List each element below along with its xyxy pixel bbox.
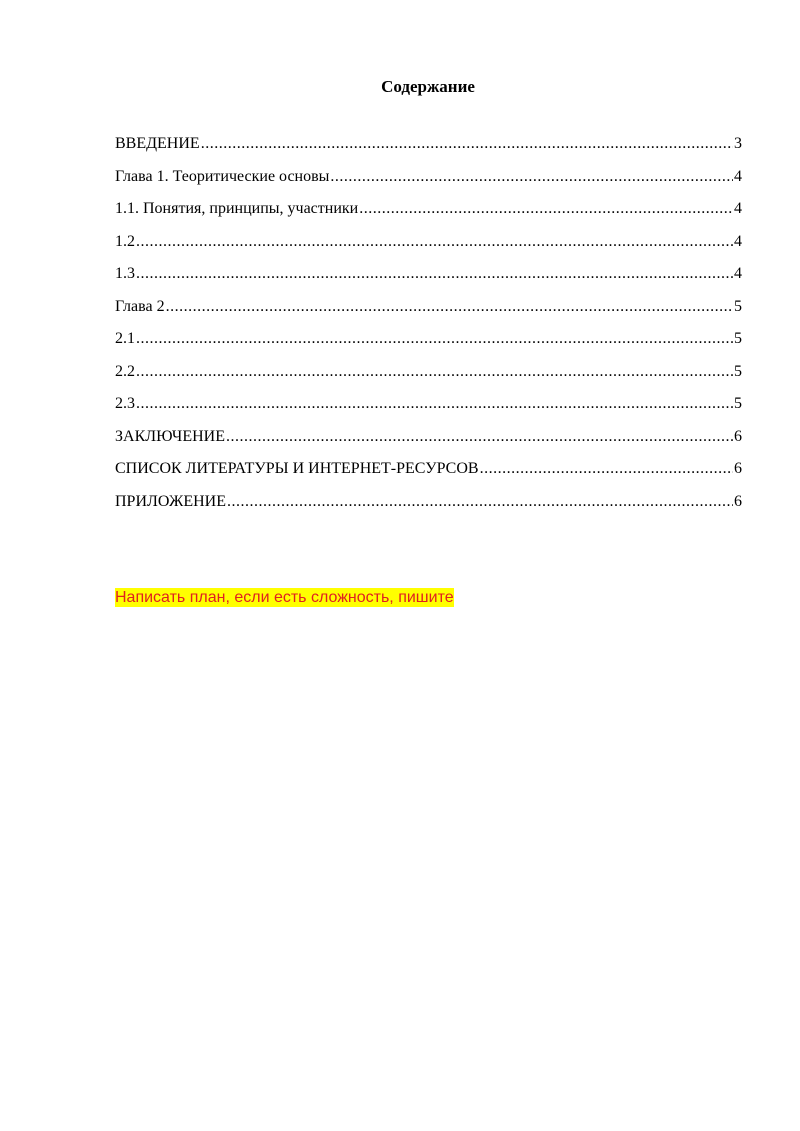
toc-entry-label: 1.2 — [115, 232, 135, 250]
toc-entry-label: ВВЕДЕНИЕ — [115, 135, 200, 152]
toc-dot-leader — [227, 492, 733, 512]
toc-dot-leader — [136, 264, 733, 284]
toc-entry-chapter-2[interactable] — [115, 297, 742, 330]
toc-entry-label: 2.3 — [115, 395, 135, 412]
toc-entry-bibliography[interactable] — [115, 459, 742, 492]
toc-entry-page: 5 — [734, 395, 742, 412]
toc-entry-section-1-1[interactable] — [115, 199, 742, 232]
toc-entry-label: 2.1 — [115, 330, 135, 347]
toc-entry-label: 2.2 — [115, 362, 135, 380]
toc-dot-leader — [201, 134, 733, 154]
toc-entry-page: 4 — [734, 167, 742, 185]
toc-entry-section-2-1[interactable] — [115, 329, 742, 362]
toc-entry-page: 3 — [734, 135, 742, 152]
toc-dot-leader — [166, 297, 733, 317]
toc-dot-leader — [136, 329, 733, 349]
toc-entry-page: 4 — [734, 200, 742, 217]
toc-entry-label: ПРИЛОЖЕНИЕ — [115, 492, 227, 510]
toc-entry-page: 5 — [734, 362, 742, 380]
note-text: Написать план, если есть сложность, пишите — [115, 589, 454, 606]
toc-dot-leader — [136, 232, 733, 252]
toc-entry-page: 6 — [734, 460, 742, 477]
table-of-contents — [115, 134, 742, 524]
toc-entry-section-2-2[interactable] — [115, 362, 742, 395]
toc-dot-leader — [226, 427, 733, 447]
page-title: Содержание — [381, 77, 475, 96]
toc-entry-label: СПИСОК ЛИТЕРАТУРЫ И ИНТЕРНЕТ-РЕСУРСОВ — [115, 460, 479, 477]
toc-entry-label: 1.3 — [115, 265, 135, 282]
toc-entry-label: ЗАКЛЮЧЕНИЕ — [115, 427, 225, 445]
toc-dot-leader — [136, 362, 733, 382]
toc-entry-page: 4 — [734, 232, 742, 250]
toc-entry-introduction[interactable] — [115, 134, 742, 167]
toc-dot-leader — [136, 394, 733, 414]
toc-entry-page: 6 — [734, 492, 742, 510]
toc-entry-page: 6 — [734, 427, 742, 445]
toc-entry-label: Глава 2 — [115, 297, 165, 315]
toc-entry-label: 1.1. Понятия, принципы, участники — [115, 200, 359, 217]
toc-dot-leader — [330, 167, 733, 187]
toc-entry-page: 5 — [734, 297, 742, 315]
toc-entry-page: 5 — [734, 330, 742, 347]
toc-entry-conclusion[interactable] — [115, 427, 742, 460]
toc-entry-page: 4 — [734, 265, 742, 282]
toc-entry-section-2-3[interactable] — [115, 394, 742, 427]
toc-dot-leader — [480, 459, 733, 479]
toc-entry-chapter-1[interactable] — [115, 167, 742, 200]
toc-entry-appendix[interactable] — [115, 492, 742, 525]
toc-entry-section-1-3[interactable] — [115, 264, 742, 297]
highlighted-note — [115, 587, 454, 609]
toc-entry-section-1-2[interactable] — [115, 232, 742, 265]
toc-dot-leader — [359, 199, 733, 219]
toc-entry-label: Глава 1. Теоритические основы — [115, 167, 330, 185]
